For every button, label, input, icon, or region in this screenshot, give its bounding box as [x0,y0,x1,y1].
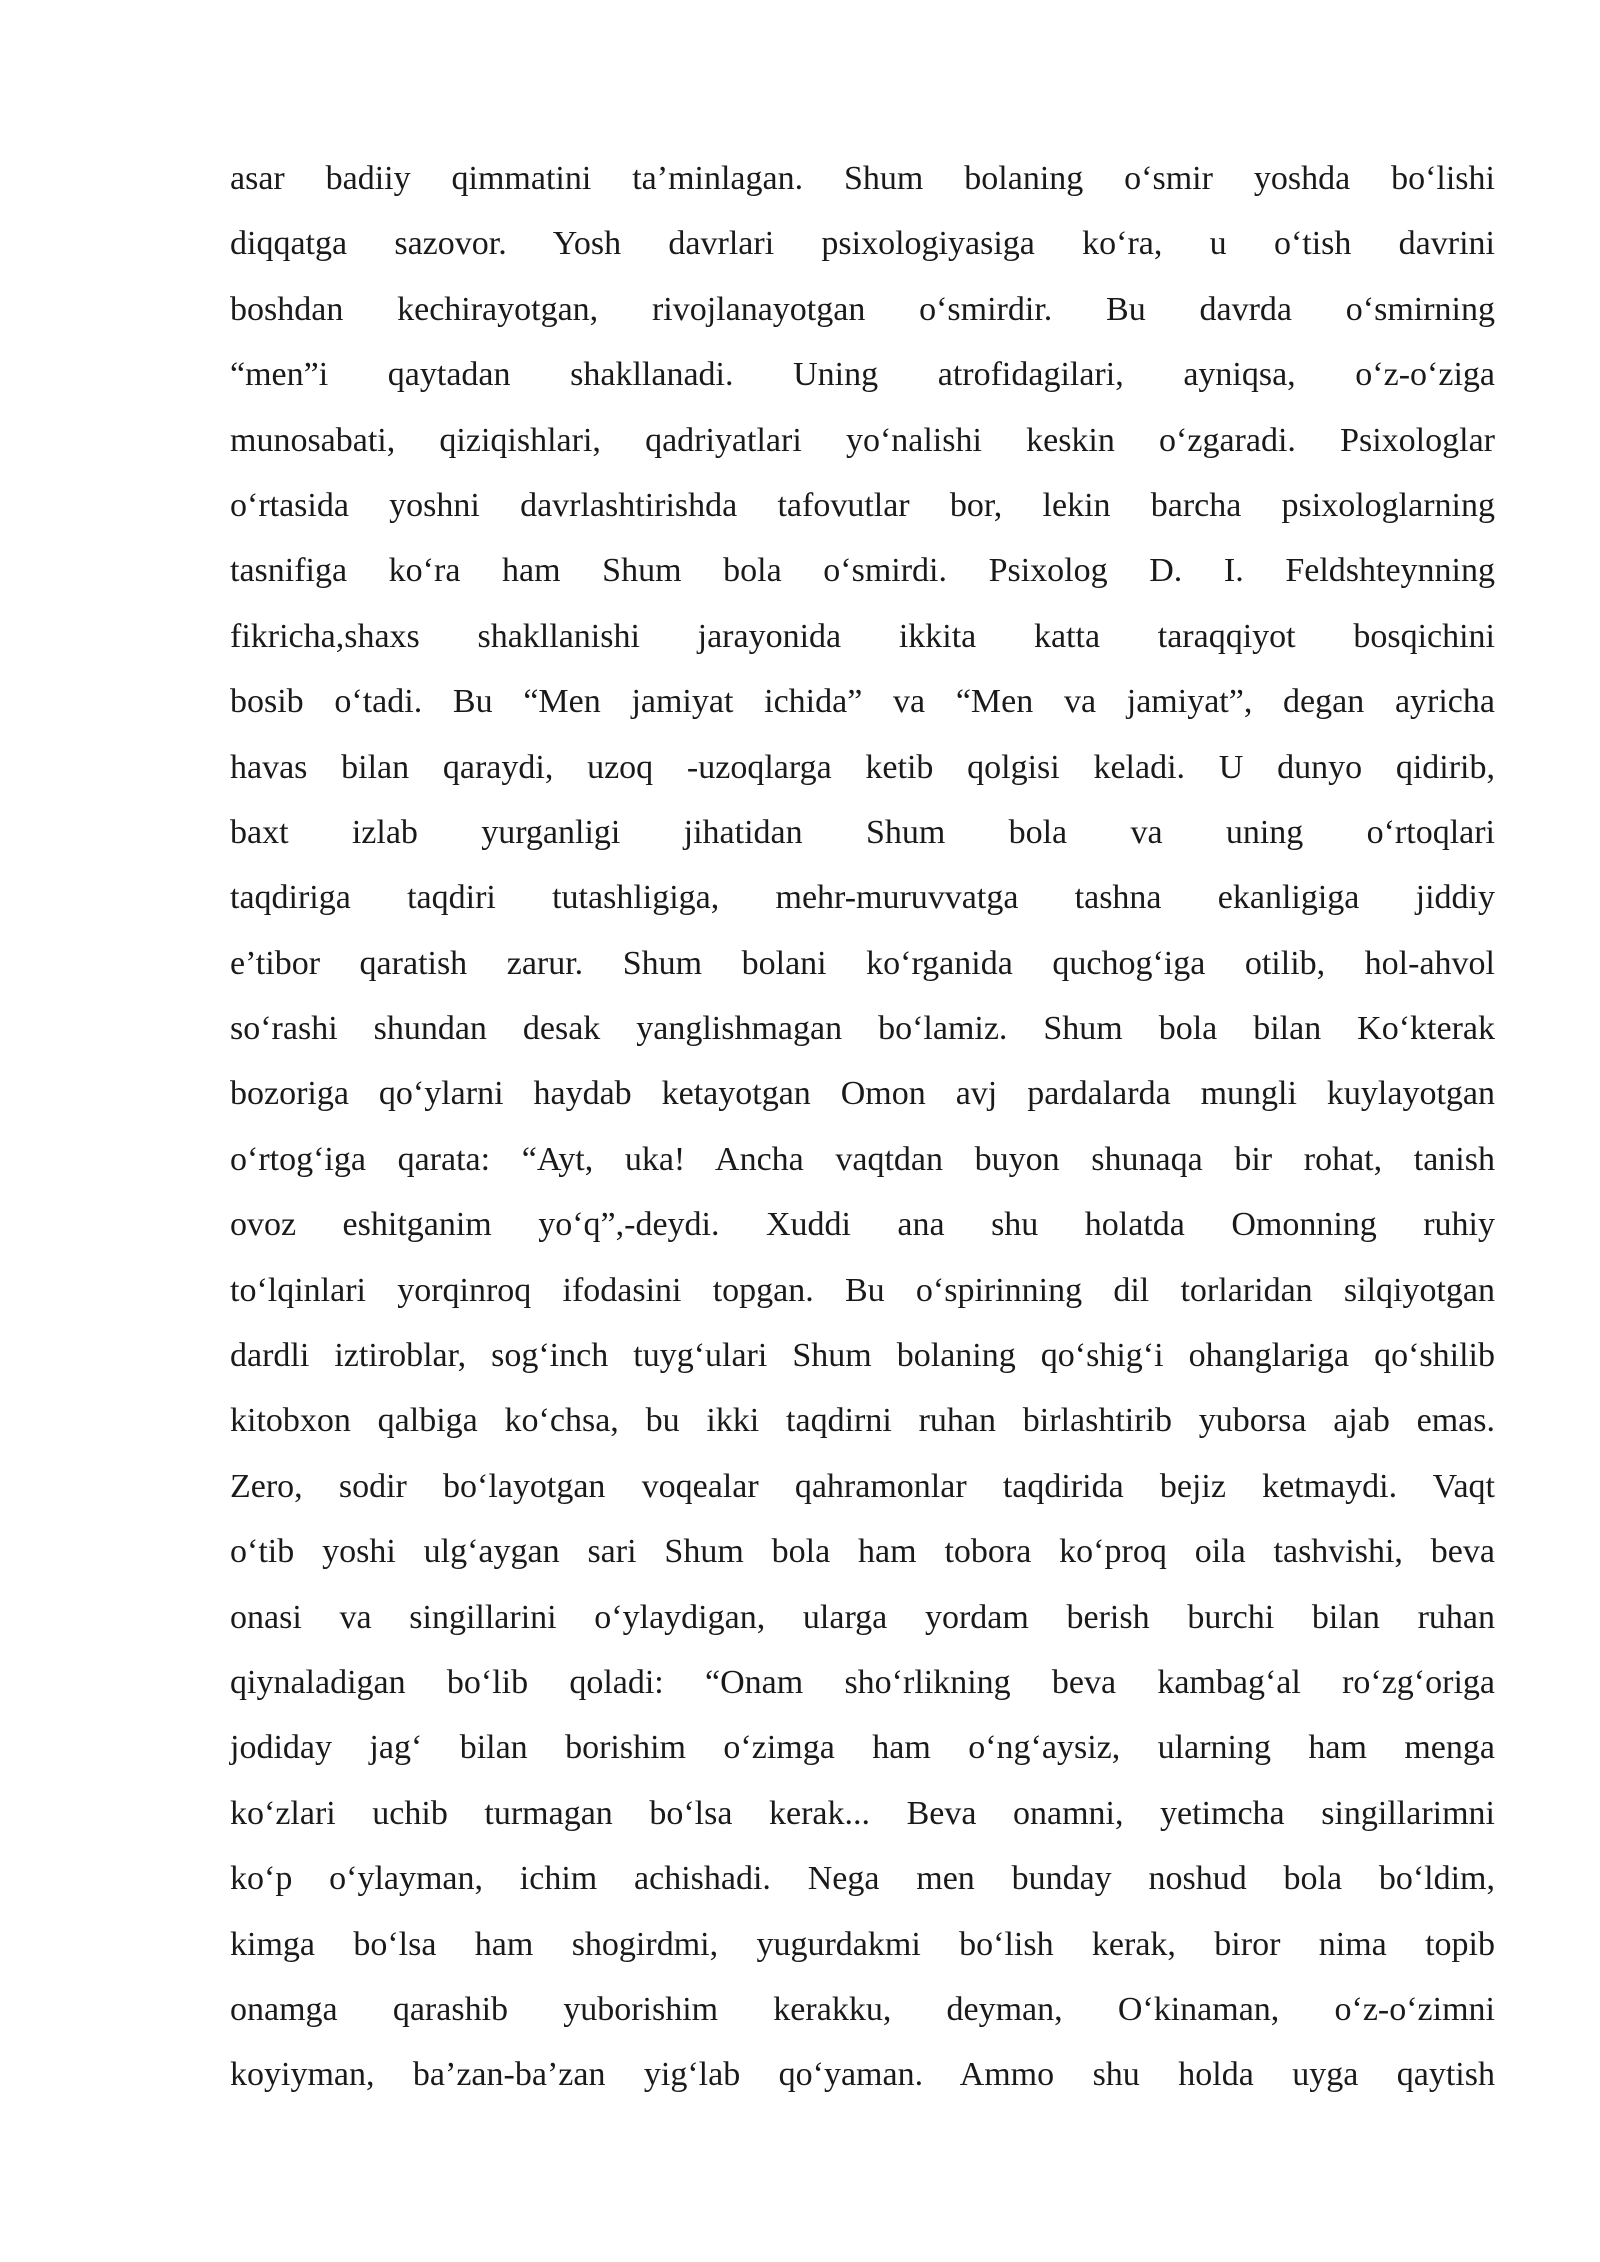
text-line: diqqatga sazovor. Yosh davrlari psixologiyasiga ko‘ra, u o‘tish davrini [230,225,1495,263]
text-line: qiynaladigan bo‘lib qoladi: “Onam sho‘rlikning beva kambag‘al ro‘zg‘origa [230,1663,1495,1701]
text-line: tasnifiga ko‘ra ham Shum bola o‘smirdi. Psixolog D. I. Feldshteynning [230,552,1495,590]
body-text [230,146,1495,2108]
text-line: o‘tib yoshi ulg‘aygan sari Shum bola ham tobora ko‘proq oila tashvishi, beva [230,1533,1495,1571]
text-line: kitobxon qalbiga ko‘chsa, bu ikki taqdirni ruhan birlashtirib yuborsa ajab emas. [230,1402,1495,1440]
text-line: munosabati, qiziqishlari, qadriyatlari yo‘nalishi keskin o‘zgaradi. Psixologlar [230,421,1495,459]
text-line: kimga bo‘lsa ham shogirdmi, yugurdakmi bo‘lish kerak, biror nima topib [230,1925,1495,1963]
text-line: jodiday jag‘ bilan borishim o‘zimga ham o‘ng‘aysiz, ularning ham menga [230,1729,1495,1767]
text-line: onasi va singillarini o‘ylaydigan, ularga yordam berish burchi bilan ruhan [230,1598,1495,1636]
text-line: bozoriga qo‘ylarni haydab ketayotgan Omon avj pardalarda mungli kuylayotgan [230,1075,1495,1113]
text-line: taqdiriga taqdiri tutashligiga, mehr-muruvvatga tashna ekanligiga jiddiy [230,879,1495,917]
text-line: dardli iztiroblar, sog‘inch tuyg‘ulari Shum bolaning qo‘shig‘i ohanglariga qo‘shilib [230,1337,1495,1375]
text-line: bosib o‘tadi. Bu “Men jamiyat ichida” va “Men va jamiyat”, degan ayricha [230,683,1495,721]
text-line: baxt izlab yurganligi jihatidan Shum bola va uning o‘rtoqlari [230,813,1495,851]
text-line: Zero, sodir bo‘layotgan voqealar qahramonlar taqdirida bejiz ketmaydi. Vaqt [230,1467,1495,1505]
text-line: ovoz eshitganim yo‘q”,-deydi. Xuddi ana shu holatda Omonning ruhiy [230,1206,1495,1244]
text-line: onamga qarashib yuborishim kerakku, deyman, O‘kinaman, o‘z-o‘zimni [230,1990,1495,2028]
text-line: to‘lqinlari yorqinroq ifodasini topgan. Bu o‘spirinning dil torlaridan silqiyotgan [230,1271,1495,1309]
text-line: koyiyman, ba’zan-ba’zan yig‘lab qo‘yaman. Ammo shu holda uyga qaytish [230,2056,1495,2094]
text-line: fikricha,shaxs shakllanishi jarayonida ikkita katta taraqqiyot bosqichini [230,617,1495,655]
text-line: e’tibor qaratish zarur. Shum bolani ko‘rganida quchog‘iga otilib, hol-ahvol [230,944,1495,982]
text-line: ko‘zlari uchib turmagan bo‘lsa kerak... Beva onamni, yetimcha singillarimni [230,1794,1495,1832]
text-line: boshdan kechirayotgan, rivojlanayotgan o‘smirdir. Bu davrda o‘smirning [230,290,1495,328]
text-line: o‘rtog‘iga qarata: “Ayt, uka! Ancha vaqtdan buyon shunaqa bir rohat, tanish [230,1140,1495,1178]
text-line: so‘rashi shundan desak yanglishmagan bo‘lamiz. Shum bola bilan Ko‘kterak [230,1010,1495,1048]
text-line: ko‘p o‘ylayman, ichim achishadi. Nega men bunday noshud bola bo‘ldim, [230,1860,1495,1898]
text-line: havas bilan qaraydi, uzoq -uzoqlarga ketib qolgisi keladi. U dunyo qidirib, [230,748,1495,786]
text-line: asar badiiy qimmatini ta’minlagan. Shum bolaning o‘smir yoshda bo‘lishi [230,160,1495,197]
text-line: o‘rtasida yoshni davrlashtirishda tafovutlar bor, lekin barcha psixologlarning [230,486,1495,524]
text-line: “men”i qaytadan shakllanadi. Uning atrofidagilari, ayniqsa, o‘z-o‘ziga [230,356,1495,394]
